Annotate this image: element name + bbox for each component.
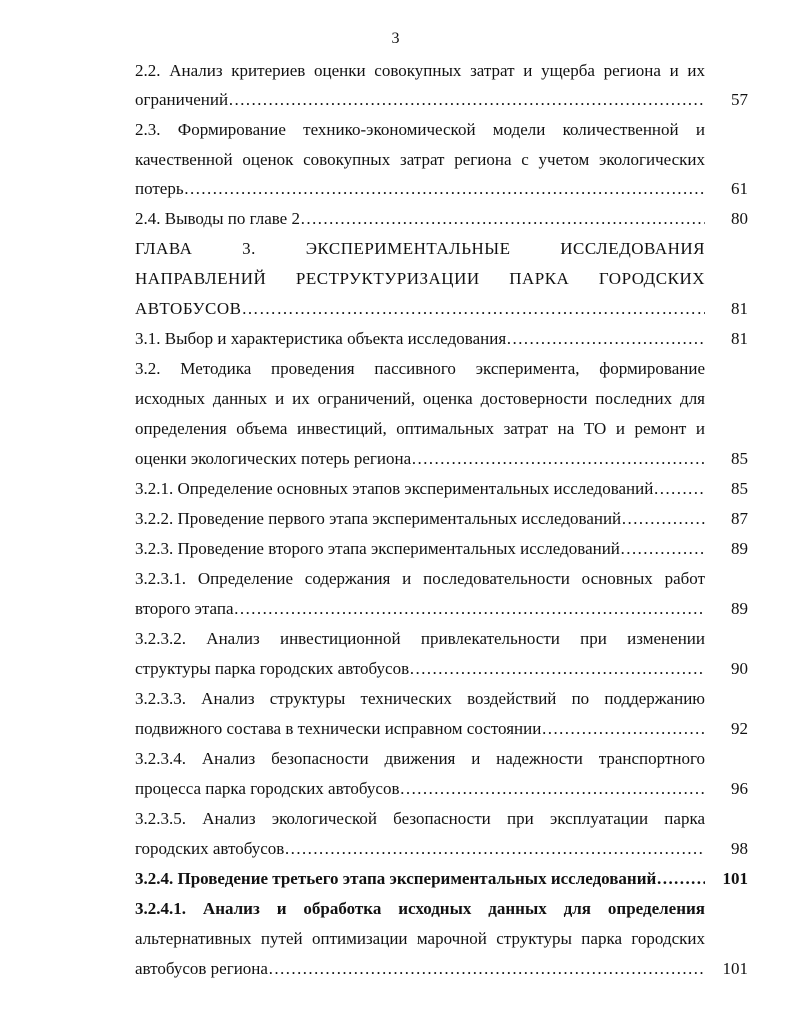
toc-entry-3-2-3-3-line-2 xyxy=(135,719,705,739)
dot-leader xyxy=(653,479,705,498)
dot-leader xyxy=(621,509,705,528)
dot-leader xyxy=(284,839,705,858)
dot-leader xyxy=(228,90,705,109)
toc-entry-2-3-page: 61 xyxy=(731,179,748,198)
dot-leader xyxy=(506,329,705,348)
toc-entry-3-2-3-1-page: 89 xyxy=(731,599,748,618)
toc-entry-3-2-2-line-1 xyxy=(135,509,705,529)
dot-leader xyxy=(400,779,706,798)
toc-entry-3-2-1-page: 85 xyxy=(731,479,748,498)
dot-leader xyxy=(268,959,705,978)
toc-entry-3-2-4-page: 101 xyxy=(722,869,748,888)
toc-entry-2-2-line-1: 2.2. Анализ критериев оценки совокупных затрат и ущерба региона и их xyxy=(135,61,705,80)
toc-entry-3-2-line-2: исходных данных и их ограничений, оценка достоверности последних для xyxy=(135,389,705,408)
toc-entry-text: подвижного состава в технически исправном состоянии xyxy=(135,719,542,738)
toc-entry-2-4-page: 80 xyxy=(731,209,748,228)
dot-leader xyxy=(184,179,705,198)
toc-entry-text: ограничений xyxy=(135,90,229,109)
toc-entry-3-1-page: 81 xyxy=(731,329,748,348)
toc-entry-3-2-3-4-line-1: 3.2.3.4. Анализ безопасности движения и надежности транспортного xyxy=(135,749,705,768)
dot-leader xyxy=(411,449,705,468)
toc-entry-text: автобусов региона xyxy=(135,959,268,978)
dot-leader xyxy=(241,299,705,318)
toc-entry-2-3-line-1: 2.3. Формирование технико-экономической модели количественной и xyxy=(135,120,705,139)
toc-entry-3-2-3-3-page: 92 xyxy=(731,719,748,738)
toc-entry-3-2-page: 85 xyxy=(731,449,748,468)
dot-leader xyxy=(409,659,705,678)
dot-leader xyxy=(620,539,705,558)
toc-entry-text: 2.4. Выводы по главе 2 xyxy=(135,209,300,228)
toc-chapter-3-line-3 xyxy=(135,299,705,319)
toc-entry-text: городских автобусов xyxy=(135,839,285,858)
toc-entry-3-2-4-1-line-2: альтернативных путей оптимизации марочной структуры парка городских xyxy=(135,929,705,948)
toc-entry-text: 3.2.2. Проведение первого этапа экспериментальных исследований xyxy=(135,509,622,528)
toc-entry-3-2-3-4-line-2 xyxy=(135,779,705,799)
toc-entry-3-2-3-1-line-2 xyxy=(135,599,705,619)
toc-entry-3-2-3-5-line-2 xyxy=(135,839,705,859)
toc-entry-text: 3.1. Выбор и характеристика объекта исследования xyxy=(135,329,507,348)
toc-entry-text: 3.2.4. Проведение третьего этапа экспериментальных исследований xyxy=(135,869,657,888)
toc-entry-3-2-line-4 xyxy=(135,449,705,469)
toc-entry-2-2-line-2 xyxy=(135,90,705,110)
toc-entry-3-2-line-1: 3.2. Методика проведения пассивного эксперимента, формирование xyxy=(135,359,705,378)
page-number: 3 xyxy=(391,30,400,47)
toc-entry-2-4-line-1 xyxy=(135,209,705,229)
toc-entry-3-1-line-1 xyxy=(135,329,705,349)
dot-leader xyxy=(300,209,705,228)
dot-leader xyxy=(541,719,705,738)
dot-leader xyxy=(656,869,705,888)
toc-entry-3-2-line-3: определения объема инвестиций, оптимальных затрат на ТО и ремонт и xyxy=(135,419,705,438)
toc-entry-3-2-3-1-line-1: 3.2.3.1. Определение содержания и последовательности основных работ xyxy=(135,569,705,588)
toc-entry-3-2-1-line-1 xyxy=(135,479,705,499)
toc-entry-text: оценки экологических потерь региона xyxy=(135,449,412,468)
toc-entry-3-2-4-1-line-1: 3.2.4.1. Анализ и обработка исходных данных для определения xyxy=(135,899,705,918)
toc-entry-text: структуры парка городских автобусов xyxy=(135,659,410,678)
toc-entry-3-2-4-1-line-3 xyxy=(135,959,705,979)
toc-entry-3-2-4-line-1 xyxy=(135,869,705,889)
toc-chapter-3-line-1: ГЛАВА 3. ЭКСПЕРИМЕНТАЛЬНЫЕ ИССЛЕДОВАНИЯ xyxy=(135,239,705,258)
toc-chapter-3-page: 81 xyxy=(731,299,748,318)
toc-entry-text: второго этапа xyxy=(135,599,234,618)
toc-entry-3-2-3-page: 89 xyxy=(731,539,748,558)
toc-entry-3-2-3-2-page: 90 xyxy=(731,659,748,678)
toc-chapter-3-line-2: НАПРАВЛЕНИЙ РЕСТРУКТУРИЗАЦИИ ПАРКА ГОРОДСКИХ xyxy=(135,269,705,288)
toc-entry-3-2-2-page: 87 xyxy=(731,509,748,528)
toc-entry-3-2-3-5-line-1: 3.2.3.5. Анализ экологической безопасности при эксплуатации парка xyxy=(135,809,705,828)
toc-entry-3-2-3-3-line-1: 3.2.3.3. Анализ структуры технических воздействий по поддержанию xyxy=(135,689,705,708)
toc-entry-3-2-4-1-page: 101 xyxy=(722,959,748,978)
toc-entry-3-2-3-2-line-2 xyxy=(135,659,705,679)
toc-entry-3-2-3-5-page: 98 xyxy=(731,839,748,858)
toc-entry-2-2-page: 57 xyxy=(731,90,748,109)
toc-entry-text: процесса парка городских автобусов xyxy=(135,779,400,798)
toc-entry-2-3-line-2: качественной оценок совокупных затрат региона с учетом экологических xyxy=(135,150,705,169)
dot-leader xyxy=(234,599,705,618)
toc-entry-text: 3.2.3. Проведение второго этапа экспериментальных исследований xyxy=(135,539,620,558)
toc-entry-text: потерь xyxy=(135,179,184,198)
toc-entry-2-3-line-3 xyxy=(135,179,705,199)
toc-entry-3-2-3-4-page: 96 xyxy=(731,779,748,798)
toc-entry-3-2-3-2-line-1: 3.2.3.2. Анализ инвестиционной привлекательности при изменении xyxy=(135,629,705,648)
toc-entry-text: 3.2.1. Определение основных этапов экспериментальных исследований xyxy=(135,479,654,498)
toc-entry-text: АВТОБУСОВ xyxy=(135,299,242,318)
toc-entry-3-2-3-line-1 xyxy=(135,539,705,559)
